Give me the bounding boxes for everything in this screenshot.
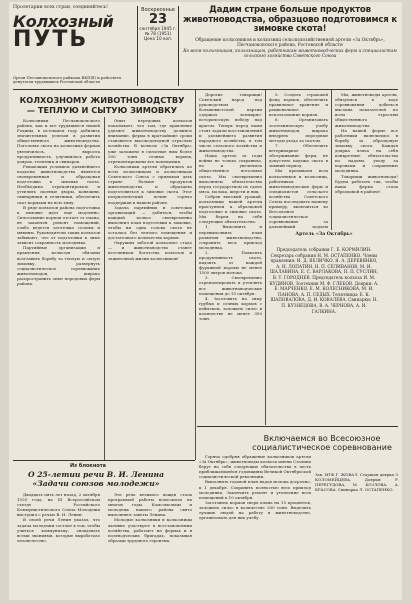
paragraph: 7. Обеспечить ветеринарное обслуживание ферм, не допустить падежа скота в зимний период. <box>269 142 328 169</box>
paragraph: Выполнить годовой план надоя молока досрочно, к 1 декабря. Сохранить полностью весь приплод молодняка. Закончить ремонт и утепление всех помещений к 10 октября. <box>199 479 311 500</box>
calendar-heading: Из блокнота <box>70 463 106 469</box>
paragraph: Товарищи животноводы! Будем работать так, чтобы наша ферма стала образцовой в районе! <box>335 173 398 194</box>
column-rule <box>195 90 196 460</box>
paragraph: 5. Создать страховой фонд кормов, обеспечить правильное хранение и рациональное использование кормов. <box>269 92 328 118</box>
section-rule <box>13 460 195 461</box>
lenin-article-title: О 25-летии речи В. И. Ленина «Задачи союзов молодежи» <box>27 470 165 488</box>
paragraph: Молодые колхозники и колхозницы активно участвуют в восстановлении хозяйства, работают на фермах и в полеводческих бригадах, показывая образцы трудового героизма. <box>108 517 192 543</box>
masthead-subtitle: Орган Песчанокопского райкома ВКП(б) и райсовета депутатов трудящихся Ростовской области <box>13 75 122 85</box>
paragraph: Партийные организации и правления колхозов обязаны возглавить борьбу за теплую и сытую зимовку, развернуть социалистическое соревнование животноводов, широко распространить опыт передовых ферм района. <box>17 245 100 286</box>
masthead-title-top: Колхозный <box>13 12 114 31</box>
paragraph: Горячо одобряя обращение колхозников артели «За Октябрь», животноводы колхоза имени Сталина берут на себя следующие обязательства в честь приближающейся годовщины Великой Октябрьской социалистической революции. <box>199 454 311 480</box>
paragraph: 6. Организовать зоотехническую учебу животноводов, широко внедрять передовые методы ухода за скотом. <box>269 117 328 143</box>
column-rule <box>104 117 105 460</box>
banner-headline: Дадим стране больше продуктов животноводства, образцово подготовимся к зимовке скота! <box>182 5 398 35</box>
appeal-column-2 <box>269 92 328 230</box>
paragraph: Эта речь великого вождя стала программой работы комсомола на многие годы. Комсомольцы и молодежь нашего района свято выполняют заветы Ленина. <box>108 492 192 518</box>
socialist-competition-title: Включаемся во Всесоюзное социалистическое соревнование <box>252 434 392 452</box>
signatories-heading: Артель «За Октябрь» <box>295 232 353 237</box>
paragraph: Мы, животноводы артели, обязуемся в ходе соревнования добиться высоких показателей по всем отраслям общественного животноводства. <box>335 92 398 128</box>
paragraph: 1. Выполнить и перевыполнить план развития животноводства, сохранить весь приплод молодняка. <box>199 224 262 250</box>
paragraph: Окружим заботой колхозное стадо — и животноводство станет источником богатства колхозов и зажиточной жизни колхозников! <box>108 240 192 261</box>
issue-number: № 78 (1951) <box>144 31 172 36</box>
masthead-logo <box>13 14 129 50</box>
paragraph: Задача партийных и советских организаций — добиться, чтобы каждый колхоз своевременно выполнил план подготовки к зимовке, чтобы ни одна голова скота не осталась без теплого помещения и достаточного количества кормов. <box>108 204 192 241</box>
paragraph: Опыт передовых колхозов показывает, что там, где правление уделяет животноводству должное внимание, ферма в кратчайшие сроки становится высокодоходной отраслью хозяйства. В колхозе «За Октябрь» уже заложено в силосные ямы более 300 тонн сочных кормов, отремонтированы все помещения. <box>108 118 192 164</box>
section-rule <box>197 426 398 427</box>
column-rule <box>331 90 332 230</box>
issue-date-number: 23 <box>148 12 168 27</box>
paragraph: В своей речи Ленин указал, что задача молодежи состоит в том, чтобы учиться коммунизму, овладевать всеми знаниями, которые выработало человечество. <box>17 517 100 543</box>
paragraph: На нашей ферме все работники включились в борьбу за образцовую зимовку скота. Каждая доярка взяла на себя конкретные обязательства по надоям, уходу за коровами и сохранению молодняка. <box>335 127 398 174</box>
paragraph: 2. Повысить продуктивность скота, надоить от каждой фуражной коровы не менее 1500 литров молока. <box>199 249 262 276</box>
issue-month: сентября 1945 г. <box>139 26 177 31</box>
paragraph: Наша артель за годы войны не только сохранила, но и увеличила общественное поголовье скота. Мы своевременно выполняем обязательства перед государством по сдаче мяса, молока, шерсти и яиц. <box>199 153 262 194</box>
paragraph: Заготовить кормов сверх плана на 15 процентов, заложить силос в количестве 200 тонн. Выделить лучших людей на работу в животноводстве, организовать для них учебу. <box>199 499 311 521</box>
column-rule <box>265 90 266 425</box>
signatories-list: Председатель собрания Г. Е. КОРМИЛИН. Секретарь собрания Н. М. ОСТАПЕНКО. Члены правления: И. Д. ВЕЛИЧКО, Я. А. ДЕРЕВЯНКО, А. Н. ЛОПАТИН, Н. П. СЕЛИВАНОВ, М. И. ШАЛАВИНА, Е. С. ВАРЛАКОВА, П. П. СУСЛИН, В. Т. ГОРОДНЕВ. Председатель колхоза И. М. КУДИНОВ. Зоотехник М. Ф. ГЛЕБОВ. Доярки: А. Е. МАРЧЕНКО, Е. М. КОЛЕСНИКОВА, М. И. ПАНОВА, А. П. СЕДЫХ. Телятницы: Е. К. ШАПОВАЛОВА, Д. И. КОВАЛЕВА. Свинарки: Н. П. КУЗНЕЦОВА, В. А. ЧЕРНОВА, А. И. ГАЛКИНА. <box>269 247 379 314</box>
paragraph: Двадцать пять лет назад, 2 октября 1920 года, на III Всероссийском съезде Российского Коммунистического Союза Молодежи выступил с речью В. И. Ленин. <box>17 492 100 518</box>
issue-weekday: Воскресенье <box>141 7 175 13</box>
issue-price: Цена 10 коп. <box>143 36 173 41</box>
banner <box>181 6 399 88</box>
newspaper-page <box>9 2 402 600</box>
paragraph: В ряде колхозов района подготовка к зимовке идет еще медленно. Силосование кормов отстает от плана, не закончен ремонт помещений, слабо ведется заготовка соломы и мякины. Руководители таких колхозов забывают, что от подготовки к зиме зависит сохранность молодняка. <box>17 204 100 246</box>
lead-editorial-title: КОЛХОЗНОМУ ЖИВОТНОВОДСТВУ — ТЕПЛУЮ И СЫТУЮ ЗИМОВКУ <box>19 95 185 115</box>
paragraph: Колхозники артели обратились ко всем колхозникам и колхозницам Советского Союза с призывом дать стране больше продуктов животноводства и образцово подготовиться к зимовке скота. Этот патриотический почин горячо поддержан в нашем районе. <box>108 163 192 205</box>
banner-subline-2: Ко всем колхозникам, колхозницам, работникам животноводческих ферм и специалистам сельского хозяйства Советского Союза <box>183 48 397 59</box>
signatures-text: Зав. МТФ Г. ЖОВАЛ. Старшая доярка З. КОЛОМЕЙЦЕВА. Доярки: Р. ПЕРЕГУДОВА, М. КОЗЛОВА, А. КРАСОВА. Свинарка Л. ОСТАПЕНКО. <box>315 472 399 493</box>
motto: Пролетарии всех стран, соединяйтесь! <box>13 5 109 10</box>
calendar-column-1 <box>17 492 100 596</box>
lead-column-1 <box>17 118 100 458</box>
paragraph: Дорогие товарищи! Советский народ под руководством большевистской партии одержал всемирно-историческую победу над врагом. Теперь перед нами стоят задачи восстановления и дальнейшего развития народного хозяйства, в том числе сельского хозяйства и животноводства. <box>199 92 262 154</box>
paragraph: Решающим условием дальнейшего подъема животноводства является своевременная и образцовая подготовка к зимовке скота. Необходимо отремонтировать и утеплить скотные дворы, конюшни, свинарники и телятники, обеспечить скот кормами на всю зиму. <box>17 163 100 205</box>
paragraph: 3. Своевременно отремонтировать и утеплить все животноводческие помещения до 15 октября. <box>199 275 262 296</box>
paragraph: 4. Заготовить на зиму грубых и сочных кормов с избытком, заложить силос в количестве не менее 350 тонн. <box>199 295 262 322</box>
paragraph: Мы призываем всех колхозников и колхозниц, работников животноводческих ферм и специалистов сельского хозяйства Советского Союза последовать нашему примеру, включиться во Всесоюзное социалистическое соревнование за дальнейший подъем <box>269 168 328 230</box>
paragraph: Колхозники Песчанокопского района, как и все трудящиеся нашей Родины, в истекшем году добились значительных успехов в развитии общественного животноводства. Поголовье скота на колхозных фермах увеличилось, выросла продуктивность, улучшилась работа доярок, телятниц и свинарок. <box>17 118 100 164</box>
banner-subline: Обращение колхозников и колхозниц сельскохозяйственной артели «За Октябрь», Песчанокопского района, Ростовской области <box>195 37 385 48</box>
socialist-column <box>199 454 311 594</box>
calendar-column-2 <box>108 492 192 596</box>
socialist-signatures <box>315 472 399 492</box>
appeal-column-1 <box>199 92 262 424</box>
lead-column-2 <box>108 118 192 458</box>
masthead-title-bottom: ПУТЬ <box>13 27 89 52</box>
paragraph: Собрав высокий урожай, колхозники нашей артели приступили к образцовой подготовке к зимовке скота. Мы берем на себя следующие обязательства: <box>199 193 262 225</box>
masthead-rule <box>13 89 398 90</box>
issue-box <box>137 6 179 86</box>
